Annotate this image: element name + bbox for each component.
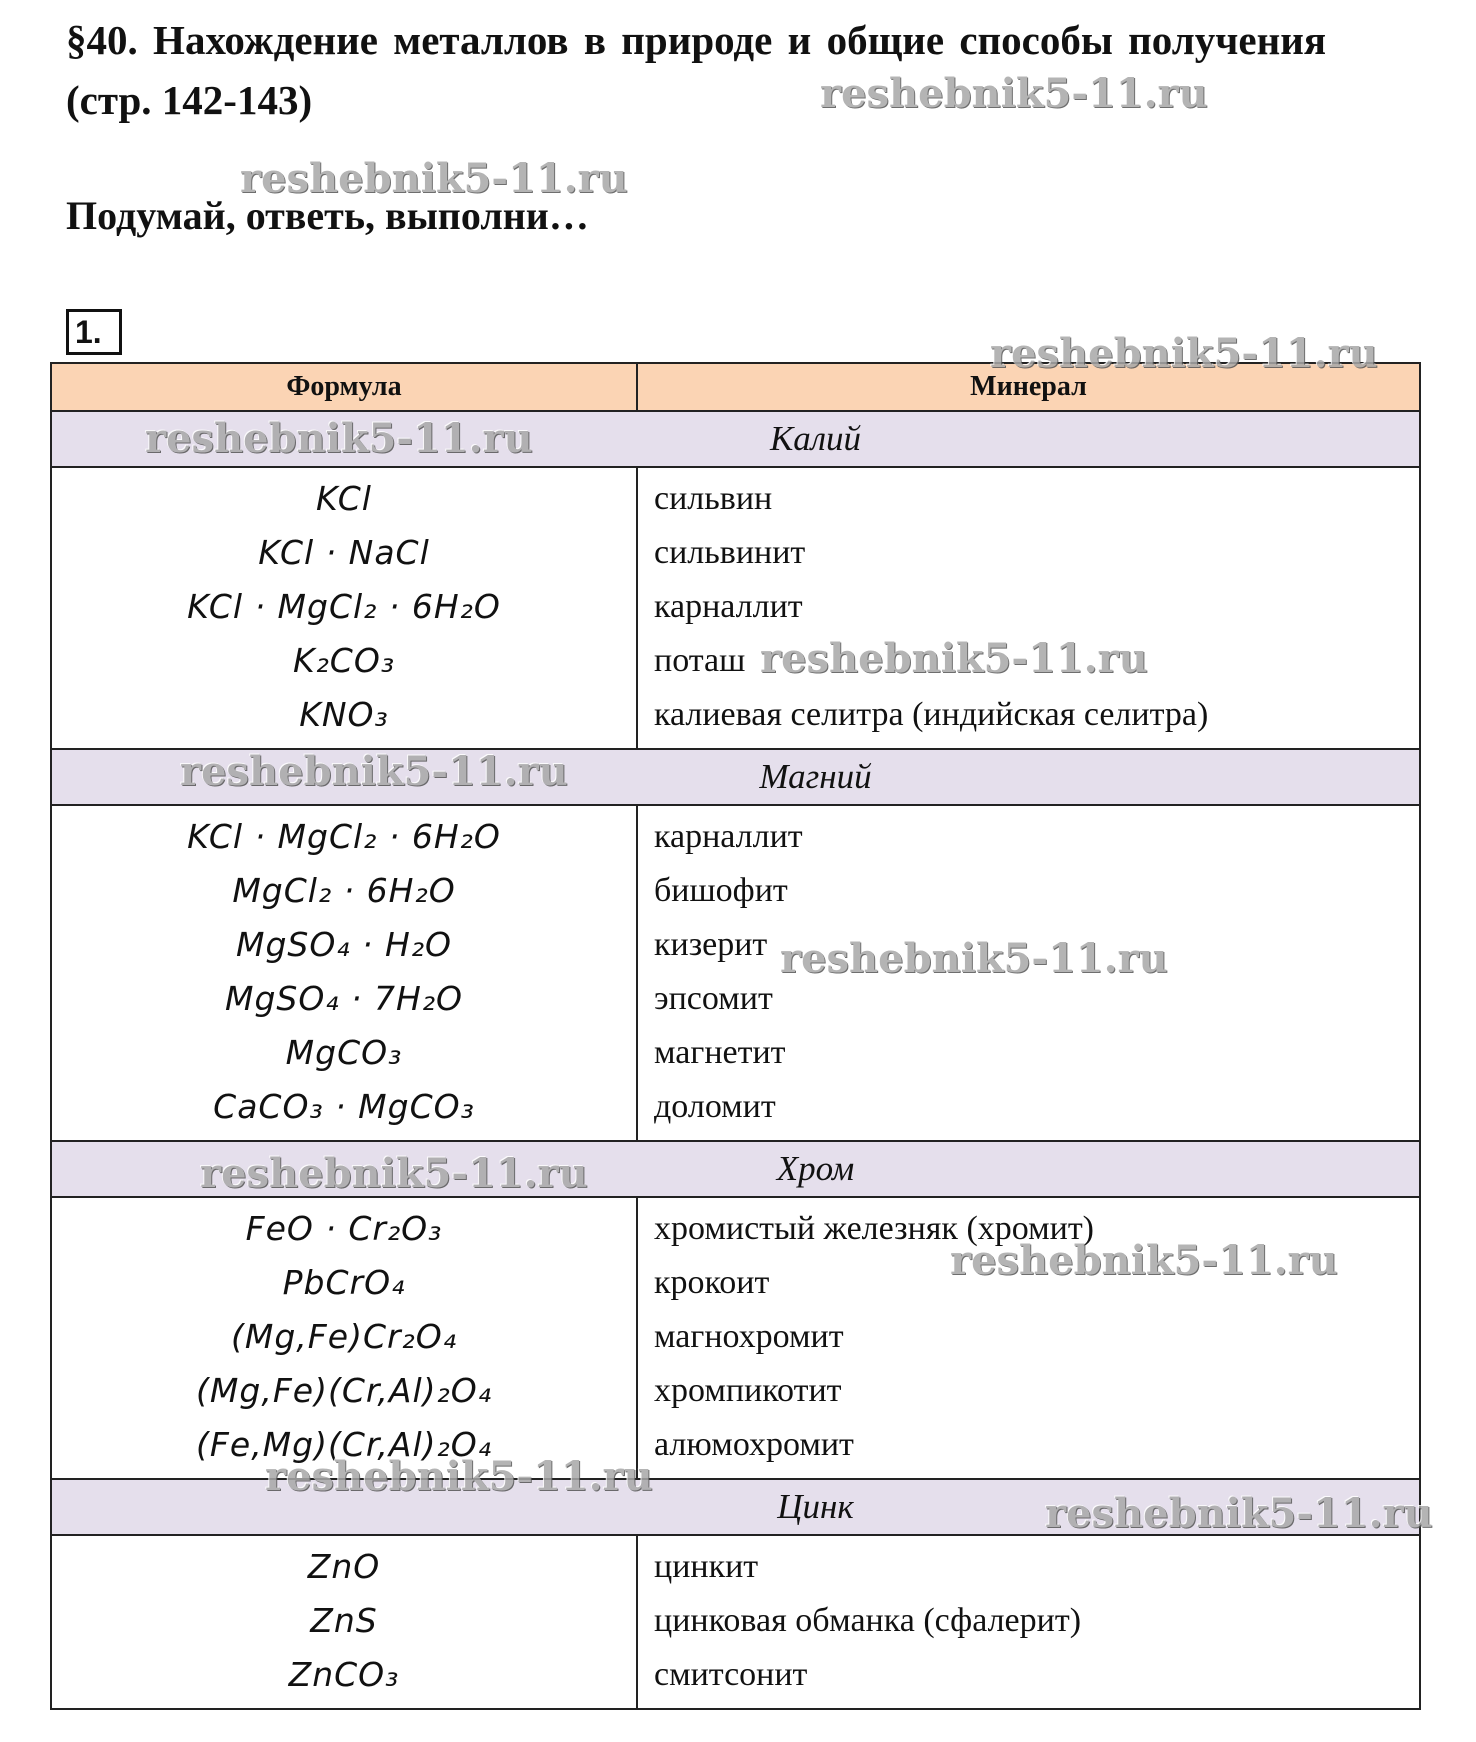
formula-cell: KCl	[316, 479, 372, 518]
column-header-mineral: Минерал	[970, 371, 1087, 402]
mineral-cell: карналлит	[654, 818, 803, 855]
formula-cell: K₂CO₃	[292, 641, 396, 680]
watermark: reshebnik5-11.ru	[950, 1237, 1338, 1284]
formula-cell: FeO · Cr₂O₃	[245, 1209, 443, 1248]
formula-cell: ZnS	[310, 1601, 378, 1640]
formula-cell: MgSO₄ · 7H₂O	[224, 979, 464, 1018]
watermark: reshebnik5-11.ru	[240, 155, 628, 202]
group-title: Калий	[769, 419, 861, 458]
formula-cell: CaCO₃ · MgCO₃	[213, 1087, 475, 1126]
watermark: reshebnik5-11.ru	[180, 748, 568, 795]
group-title: Магний	[759, 757, 872, 796]
formula-cell: KCl · NaCl	[258, 533, 430, 572]
mineral-cell: доломит	[654, 1088, 776, 1125]
mineral-cell: хромистый железняк (хромит)	[654, 1210, 1095, 1247]
mineral-cell: сильвин	[654, 480, 773, 517]
section-subtitle: Подумай, ответь, выполни…	[66, 193, 589, 238]
group-body	[52, 1536, 1419, 1708]
formula-cell: KCl · MgCl₂ · 6H₂O	[187, 587, 501, 626]
mineral-cell: цинкит	[654, 1548, 759, 1585]
formula-cell: MgSO₄ · H₂O	[235, 925, 453, 964]
formula-cell: (Mg,Fe)Cr₂O₄	[231, 1317, 457, 1356]
formula-column	[52, 806, 638, 1140]
formula-column	[52, 1536, 638, 1708]
mineral-cell: магнетит	[654, 1034, 786, 1071]
group-title: Хром	[776, 1149, 855, 1188]
formula-cell: ZnCO₃	[288, 1655, 400, 1694]
mineral-cell: поташ	[654, 642, 746, 679]
formula-cell: MgCO₃	[285, 1033, 403, 1072]
formula-cell: KNO₃	[299, 695, 389, 734]
mineral-cell: калиевая селитра (индийская селитра)	[654, 696, 1209, 733]
mineral-cell: карналлит	[654, 588, 803, 625]
mineral-cell: цинковая обманка (сфалерит)	[654, 1602, 1082, 1639]
watermark: reshebnik5-11.ru	[145, 415, 533, 462]
formula-cell: KCl · MgCl₂ · 6H₂O	[187, 817, 501, 856]
formula-cell: (Mg,Fe)(Cr,Al)₂O₄	[196, 1371, 492, 1410]
group-body	[52, 468, 1419, 750]
watermark: reshebnik5-11.ru	[990, 330, 1378, 377]
formula-cell: (Fe,Mg)(Cr,Al)₂O₄	[196, 1425, 492, 1464]
mineral-cell: алюмохромит	[654, 1426, 854, 1463]
watermark: reshebnik5-11.ru	[820, 70, 1208, 117]
watermark: reshebnik5-11.ru	[200, 1150, 588, 1197]
formula-column	[52, 1198, 638, 1478]
mineral-cell: кизерит	[654, 926, 768, 963]
watermark: reshebnik5-11.ru	[760, 635, 1148, 682]
column-header-formula: Формула	[52, 364, 638, 410]
formula-column	[52, 468, 638, 748]
mineral-cell: смитсонит	[654, 1656, 808, 1693]
mineral-column	[638, 468, 1419, 748]
watermark: reshebnik5-11.ru	[265, 1453, 653, 1500]
task-number: 1.	[66, 309, 122, 355]
formula-cell: PbCrO₄	[282, 1263, 406, 1302]
mineral-cell: бишофит	[654, 872, 788, 909]
page-title: §40. Нахождение металлов в природе и общие способы получения (стр. 142-143)	[66, 17, 1326, 123]
mineral-column	[638, 1536, 1419, 1708]
mineral-cell: сильвинит	[654, 534, 806, 571]
group-title: Цинк	[777, 1487, 854, 1526]
formula-cell: ZnO	[307, 1547, 381, 1586]
mineral-cell: крокоит	[654, 1264, 770, 1301]
watermark: reshebnik5-11.ru	[780, 935, 1168, 982]
formula-cell: MgCl₂ · 6H₂O	[232, 871, 456, 910]
mineral-cell: эпсомит	[654, 980, 773, 1017]
mineral-cell: магнохромит	[654, 1318, 844, 1355]
group-body	[52, 806, 1419, 1142]
mineral-cell: хромпикотит	[654, 1372, 842, 1409]
watermark: reshebnik5-11.ru	[1045, 1490, 1433, 1537]
